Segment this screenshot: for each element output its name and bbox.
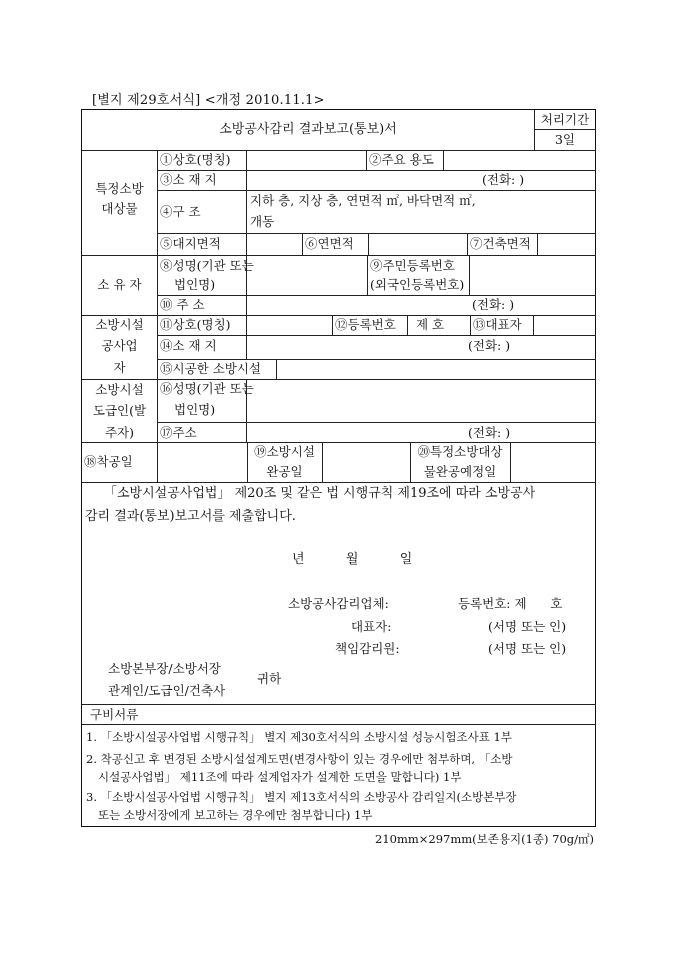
contractor-section-label: 소방시설 bbox=[95, 317, 144, 332]
trade-name-label: ①상호(명칭) bbox=[160, 152, 231, 167]
expected-completion-label-2: 물완공예정일 bbox=[423, 464, 497, 479]
signature-hint: (서명 또는 인) bbox=[488, 619, 567, 634]
document-item-3-cont: 또는 소방서장에게 보고하는 경우에만 첨부합니다) 1부 bbox=[98, 808, 373, 822]
client-address-label: ⑰주소 bbox=[160, 425, 197, 440]
completion-date-label: ⑲소방시설 bbox=[254, 444, 315, 459]
location-phone: (전화: ) bbox=[482, 172, 525, 187]
contractor-location-phone: (전화: ) bbox=[468, 338, 511, 353]
client-section-label-3: 주자) bbox=[104, 425, 135, 440]
client-section-label-2: 도급인(발 bbox=[92, 403, 147, 418]
processing-period-label: 처리기간 bbox=[540, 112, 590, 127]
structure-text: 지하 층, 지상 층, 연면적 ㎡, 바닥면적 ㎡, bbox=[250, 193, 476, 208]
statement-line-2: 감리 결과(통보)보고서를 제출합니다. bbox=[85, 509, 296, 524]
honorific: 귀하 bbox=[257, 671, 282, 686]
paper-spec: 210mm×297mm(보존용지(1종) 70g/㎡) bbox=[375, 832, 594, 846]
form-title: 소방공사감리 결과보고(통보)서 bbox=[219, 122, 397, 137]
owner-address-label: ⑩ 주 소 bbox=[160, 297, 205, 312]
total-area-label: ⑥연면적 bbox=[305, 236, 354, 251]
statement-line: 「소방시설공사업법」 제20조 및 같은 법 시행규칙 제19조에 따라 소방공사 bbox=[104, 486, 536, 501]
installed-facility-label: ⑮시공한 소방시설 bbox=[160, 361, 261, 376]
owner-id-label: ⑨주민등록번호 bbox=[370, 258, 455, 273]
contractor-section-label-3: 자 bbox=[113, 360, 126, 375]
structure-label: ④구 조 bbox=[160, 204, 201, 219]
contractor-location-label: ⑭소 재 지 bbox=[160, 338, 217, 353]
target-section-label-2: 대상물 bbox=[101, 201, 138, 216]
representative-label: 대표자: bbox=[351, 619, 392, 634]
recipient-line-2: 관계인/도급인/건축사 bbox=[108, 683, 226, 698]
contractor-trade-label: ⑪상호(명칭) bbox=[160, 317, 231, 332]
contractor-reg-value: 제 호 bbox=[416, 317, 445, 332]
client-name-label-2: 법인명) bbox=[174, 402, 216, 417]
client-name-label: ⑯성명(기관 또는 bbox=[160, 381, 254, 396]
document-item-2: 2. 착공신고 후 변경된 소방시설설계도면(변경사항이 있는 경우에만 첨부하며, 「소방 bbox=[86, 752, 513, 766]
document-item-3: 3. 「소방시설공사업법 시행규칙」 별지 제13호서식의 소방공사 감리일지(소방본부장 bbox=[86, 790, 517, 804]
completion-date-label-2: 완공일 bbox=[266, 464, 303, 479]
location-label: ③소 재 지 bbox=[160, 172, 217, 187]
site-area-label: ⑤대지면적 bbox=[160, 236, 221, 251]
owner-id-label-2: (외국인등록번호) bbox=[370, 277, 465, 292]
report-form bbox=[81, 109, 596, 827]
owner-name-label-2: 법인명) bbox=[174, 277, 216, 292]
contractor-section-label-2: 공사업 bbox=[101, 338, 138, 353]
reg-number-label: 등록번호: 제 호 bbox=[458, 596, 563, 611]
form-number: [별지 제29호서식] <개정 2010.11.1> bbox=[92, 93, 325, 108]
documents-heading: 구비서류 bbox=[90, 707, 139, 722]
owner-section-label: 소 유 자 bbox=[97, 277, 142, 292]
processing-period-value: 3일 bbox=[554, 132, 576, 147]
owner-address-phone: (전화: ) bbox=[472, 297, 515, 312]
main-use-label: ②주요 용도 bbox=[369, 152, 434, 167]
contractor-rep-label: ⑬대표자 bbox=[473, 317, 522, 332]
client-address-phone: (전화: ) bbox=[468, 425, 511, 440]
target-section-label: 특정소방 bbox=[95, 181, 144, 196]
structure-text-2: 개동 bbox=[250, 214, 275, 229]
expected-completion-label: ⑳특정소방대상 bbox=[417, 444, 503, 459]
supervisor-label: 책임감리원: bbox=[335, 641, 400, 656]
owner-name-label: ⑧성명(기관 또는 bbox=[160, 258, 254, 273]
document-item-2-cont: 시설공사업법」 제11조에 따라 설계업자가 설계한 도면을 말합니다) 1부 bbox=[98, 770, 462, 784]
contractor-reg-label: ⑫등록번호 bbox=[335, 317, 396, 332]
start-date-label: ⑱착공일 bbox=[84, 454, 133, 469]
recipient-line: 소방본부장/소방서장 bbox=[108, 661, 221, 676]
building-area-label: ⑦건축면적 bbox=[470, 236, 531, 251]
company-label: 소방공사감리업체: bbox=[288, 596, 389, 611]
signature-hint-2: (서명 또는 인) bbox=[488, 641, 567, 656]
document-item: 1. 「소방시설공사업법 시행규칙」 별지 제30호서식의 소방시설 성능시험조사표 1부 bbox=[86, 730, 512, 744]
client-section-label: 소방시설 bbox=[95, 382, 144, 397]
date-line: 년 월 일 bbox=[292, 552, 413, 567]
